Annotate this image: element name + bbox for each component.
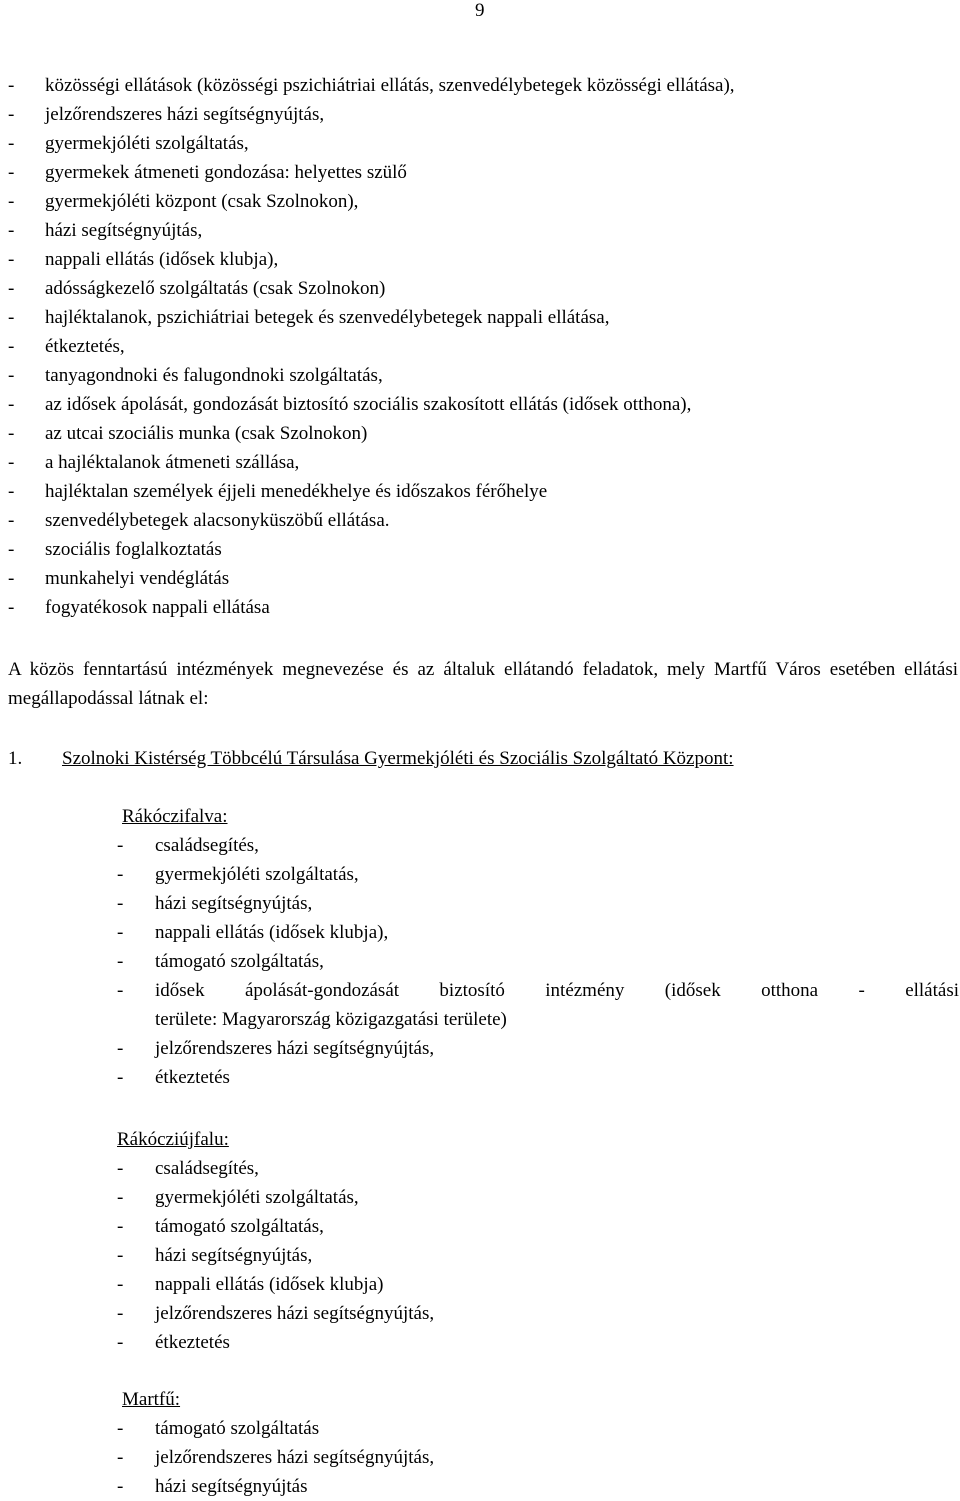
bullet-dash: - (117, 1447, 124, 1468)
bullet-dash: - (117, 893, 124, 914)
list-item-text: étkeztetés, (45, 336, 125, 357)
list-item-text: jelzőrendszeres házi segítségnyújtás, (155, 1447, 435, 1468)
section-number: 1. (8, 748, 23, 769)
list-item-text: támogató szolgáltatás, (155, 1216, 324, 1237)
list-item-text: munkahelyi vendéglátás (45, 568, 230, 589)
list-item (8, 71, 735, 100)
list-item (117, 947, 959, 976)
list-item (117, 1270, 959, 1299)
bullet-dash: - (117, 835, 124, 856)
list-item (117, 1241, 959, 1270)
bullet-dash: - (117, 1216, 124, 1237)
bullet-dash: - (117, 864, 124, 885)
list-item-text: étkeztetés (155, 1332, 230, 1353)
bullet-dash: - (117, 980, 124, 1001)
list-item (8, 564, 735, 593)
rakocziujfalu-title: Rákócziújfalu: (117, 1129, 229, 1150)
list-item (117, 1328, 959, 1357)
list-item (8, 419, 735, 448)
bullet-dash: - (8, 104, 15, 125)
list-item (8, 506, 735, 535)
list-item-text: nappali ellátás (idősek klubja) (155, 1274, 384, 1295)
bullet-dash: - (8, 568, 15, 589)
bullet-dash: - (8, 336, 15, 357)
bullet-dash: - (117, 922, 124, 943)
bullet-dash: - (117, 1038, 124, 1059)
bullet-dash: - (8, 423, 15, 444)
list-item-text: jelzőrendszeres házi segítségnyújtás, (45, 104, 325, 125)
list-item-text: nappali ellátás (idősek klubja), (45, 249, 279, 270)
list-item-text: a hajléktalanok átmeneti szállása, (45, 452, 300, 473)
list-item-text: családsegítés, (155, 1158, 259, 1179)
bullet-dash: - (117, 1158, 124, 1179)
list-item (8, 390, 735, 419)
list-item (8, 303, 735, 332)
list-item (117, 1299, 959, 1328)
martfu-title: Martfű: (122, 1389, 181, 1410)
list-item (117, 1443, 959, 1472)
list-item-text: gyermekjóléti központ (csak Szolnokon), (45, 191, 359, 212)
bullet-dash: - (8, 539, 15, 560)
list-item (117, 1063, 959, 1092)
list-item-text: adósságkezelő szolgáltatás (csak Szolnokon) (45, 278, 386, 299)
list-item-text: házi segítségnyújtás, (45, 220, 203, 241)
list-item-text: családsegítés, (155, 835, 259, 856)
list-item (117, 1183, 959, 1212)
bullet-dash: - (117, 1303, 124, 1324)
page-number: 9 (475, 0, 485, 21)
list-item-text: támogató szolgáltatás (155, 1418, 320, 1439)
list-item-long (117, 976, 959, 1034)
list-item (117, 860, 959, 889)
bullet-dash: - (8, 75, 15, 96)
list-item-text: házi segítségnyújtás, (155, 893, 313, 914)
list-item (8, 274, 735, 303)
bullet-dash: - (8, 365, 15, 386)
list-item (117, 1154, 959, 1183)
list-item-text: gyermekjóléti szolgáltatás, (155, 864, 359, 885)
list-item-text: tanyagondnoki és falugondnoki szolgáltatás, (45, 365, 383, 386)
list-item-text: gyermekjóléti szolgáltatás, (155, 1187, 359, 1208)
list-item (117, 1034, 959, 1063)
bullet-dash: - (8, 249, 15, 270)
list-item (117, 1472, 959, 1501)
bullet-dash: - (117, 1418, 124, 1439)
bullet-dash: - (8, 394, 15, 415)
list-item (8, 245, 735, 274)
list-item-text: házi segítségnyújtás, (155, 1245, 313, 1266)
list-item-text: hajléktalan személyek éjjeli menedékhelye és időszakos férőhelye (45, 481, 548, 502)
bullet-dash: - (8, 481, 15, 502)
list-item (117, 918, 959, 947)
bullet-dash: - (117, 1476, 124, 1497)
list-item (8, 332, 735, 361)
list-item-text: fogyatékosok nappali ellátása (45, 597, 270, 618)
bullet-dash: - (117, 951, 124, 972)
service-list (8, 71, 735, 622)
list-item (8, 216, 735, 245)
list-item-text: jelzőrendszeres házi segítségnyújtás, (155, 1038, 435, 1059)
bullet-dash: - (8, 220, 15, 241)
list-item-text: közösségi ellátások (közösségi pszichiátriai ellátás, szenvedélybetegek közösségi ellátása), (45, 75, 735, 96)
list-item-text-line1: idősek ápolását-gondozását biztosító intézmény (idősek otthona - ellátási (155, 980, 959, 1001)
bullet-dash: - (117, 1332, 124, 1353)
bullet-dash: - (117, 1187, 124, 1208)
list-item-text: étkeztetés (155, 1067, 230, 1088)
list-item-text: gyermekek átmeneti gondozása: helyettes szülő (45, 162, 407, 183)
intro-paragraph: A közös fenntartású intézmények megnevezése és az általuk ellátandó feladatok, mely Martfű Város esetében ellátási megállapodással látnak el: (8, 659, 958, 709)
list-item-text: szenvedélybetegek alacsonyküszöbű ellátása. (45, 510, 390, 531)
list-item (117, 889, 959, 918)
list-item-text: támogató szolgáltatás, (155, 951, 324, 972)
list-item (8, 535, 735, 564)
bullet-dash: - (8, 510, 15, 531)
list-item (8, 100, 735, 129)
list-item-text: házi segítségnyújtás (155, 1476, 308, 1497)
rakoczifalva-title: Rákóczifalva: (122, 806, 228, 827)
list-item (8, 187, 735, 216)
bullet-dash: - (8, 597, 15, 618)
list-item (8, 593, 735, 622)
martfu-block (117, 1385, 959, 1501)
list-item-text: szociális foglalkoztatás (45, 539, 222, 560)
list-item (8, 129, 735, 158)
list-item (117, 1212, 959, 1241)
bullet-dash: - (117, 1245, 124, 1266)
rakocziujfalu-block (117, 1125, 959, 1357)
list-item-text: gyermekjóléti szolgáltatás, (45, 133, 249, 154)
list-item (117, 1414, 959, 1443)
list-item-text: jelzőrendszeres házi segítségnyújtás, (155, 1303, 435, 1324)
bullet-dash: - (117, 1067, 124, 1088)
bullet-dash: - (8, 278, 15, 299)
section-heading (8, 744, 734, 773)
list-item (8, 361, 735, 390)
rakoczifalva-block (117, 802, 959, 1092)
list-item-text: az utcai szociális munka (csak Szolnokon) (45, 423, 368, 444)
list-item-text: hajléktalanok, pszichiátriai betegek és szenvedélybetegek nappali ellátása, (45, 307, 610, 328)
bullet-dash: - (8, 162, 15, 183)
list-item (8, 477, 735, 506)
list-item (8, 448, 735, 477)
bullet-dash: - (8, 133, 15, 154)
bullet-dash: - (8, 452, 15, 473)
list-item (8, 158, 735, 187)
bullet-dash: - (8, 307, 15, 328)
list-item-text: az idősek ápolását, gondozását biztosító szociális szakosított ellátás (idősek otthona), (45, 394, 692, 415)
section-title: Szolnoki Kistérség Többcélú Társulása Gyermekjóléti és Szociális Szolgáltató Központ: (62, 748, 734, 769)
bullet-dash: - (117, 1274, 124, 1295)
list-item (117, 831, 959, 860)
bullet-dash: - (8, 191, 15, 212)
list-item-text-line2: területe: Magyarország közigazgatási területe) (155, 1009, 507, 1030)
list-item-text: nappali ellátás (idősek klubja), (155, 922, 389, 943)
